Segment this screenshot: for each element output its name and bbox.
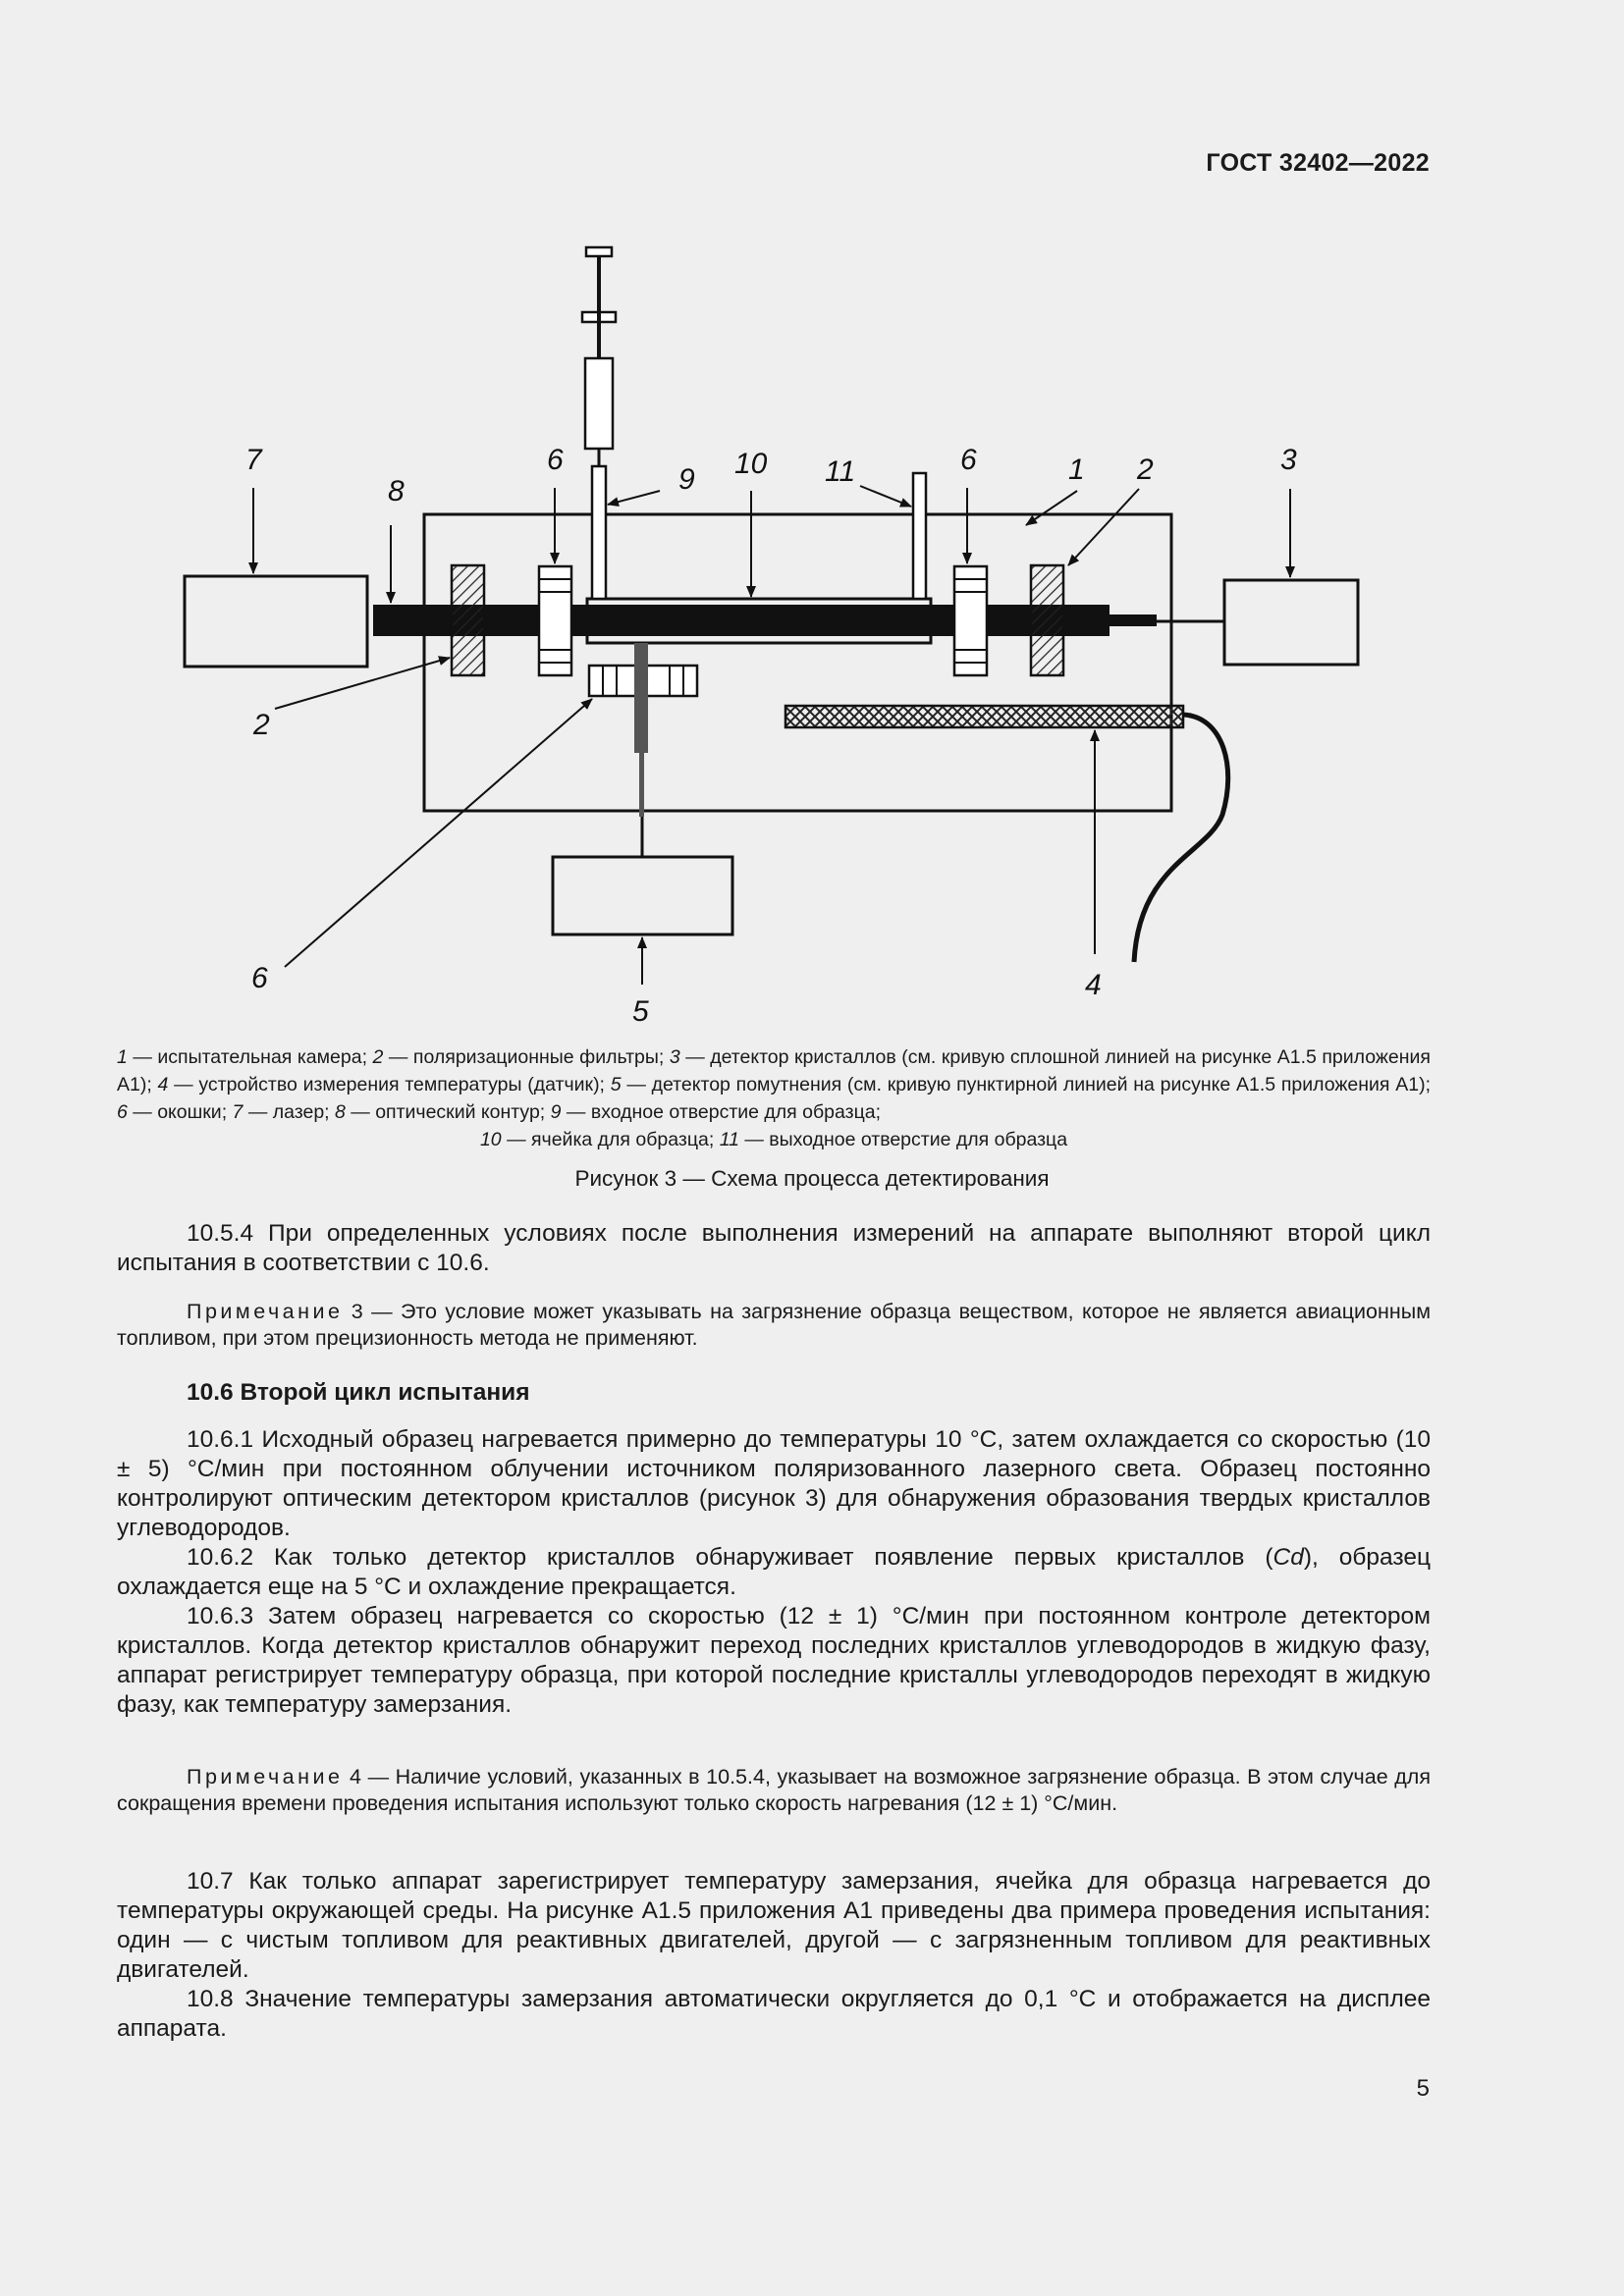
- legend-item: 11 — выходное отверстие для образца: [719, 1129, 1068, 1150]
- figure-title: Рисунок 3 — Схема процесса детектирования: [574, 1166, 1050, 1191]
- note-4: Примечание 4 — Наличие условий, указанных в 10.5.4, указывает на возможное загрязнение образца. В этом случае для сокращения времени проведения испытания используют только скорость нагревания (12 ± 1) °С/мин.: [117, 1765, 1431, 1815]
- legend-item: 8 — оптический контур;: [335, 1101, 551, 1123]
- polarization-filter-left: [452, 565, 484, 675]
- window-right: [954, 566, 987, 675]
- page-number: 5: [1416, 2075, 1430, 2102]
- sample-inlet-tube: [592, 466, 606, 599]
- label-8: 8: [388, 475, 405, 507]
- crystal-detector-box: [1224, 580, 1358, 665]
- clause-10-6-1: 10.6.1 Исходный образец нагревается примерно до температуры 10 °С, затем охлаждается со скоростью (10 ± 5) °С/мин при постоянном облучении источником поляризованного лазерного света. Образец постоянно контролируют оптическим детектором кристаллов (рисунок 3) для обнаружения образования твердых кристаллов углеводородов.: [117, 1426, 1431, 1541]
- figure-legend: [117, 1043, 1431, 1153]
- legend-item: 4 — устройство измерения температуры (датчик);: [157, 1074, 611, 1095]
- label-2b: 2: [253, 709, 270, 741]
- label-6c: 6: [251, 962, 268, 994]
- clauses-10-7-10-8: [117, 1867, 1431, 2044]
- legend-item: 6 — окошки;: [117, 1101, 233, 1123]
- label-9: 9: [678, 463, 695, 496]
- legend-item: 10 — ячейка для образца;: [479, 1129, 720, 1150]
- turbidity-detector-box: [553, 857, 732, 934]
- document-header: ГОСТ 32402—2022: [1206, 149, 1430, 177]
- leader-lines: [253, 486, 1290, 985]
- clause-10-6-3: 10.6.3 Затем образец нагревается со скоростью (12 ± 1) °С/мин при постоянном контроле детектором кристаллов. Когда детектор кристаллов обнаружит переход последних кристаллов углеводородов в жидкую фазу, аппарат регистрирует температуру образца, при которой последние кристаллы углеводородов переходят в жидкую фазу, как температуру замерзания.: [117, 1603, 1431, 1718]
- laser-box: [185, 576, 367, 667]
- label-3: 3: [1280, 444, 1297, 476]
- legend-item: 2 — поляризационные фильтры;: [372, 1046, 670, 1068]
- syringe: [585, 358, 613, 449]
- label-6b: 6: [960, 444, 977, 476]
- legend-item: 7 — лазер;: [232, 1101, 335, 1123]
- clauses-10-6: [117, 1425, 1431, 1720]
- label-5: 5: [632, 995, 649, 1028]
- clause-10-7: 10.7 Как только аппарат зарегистрирует температуру замерзания, ячейка для образца нагревается до температуры окружающей среды. На рисунке А1.5 приложения А1 приведены два примера проведения испытания: один — с чистым топливом для реактивных двигателей, другой — с загрязненным топливом для реактивных двигателей.: [117, 1868, 1431, 1983]
- label-1: 1: [1068, 454, 1085, 486]
- label-11: 11: [825, 455, 856, 488]
- label-10: 10: [734, 448, 768, 480]
- legend-item: 9 — входное отверстие для образца;: [550, 1101, 882, 1123]
- label-2a: 2: [1137, 454, 1154, 486]
- legend-last-line: [117, 1126, 1431, 1153]
- section-heading-10-6: 10.6 Второй цикл испытания: [187, 1379, 530, 1406]
- window-left: [539, 566, 571, 675]
- detection-scheme-figure: [0, 0, 1624, 1031]
- legend-item: 1 — испытательная камера;: [117, 1046, 373, 1068]
- label-7: 7: [245, 444, 262, 476]
- label-4: 4: [1085, 969, 1102, 1001]
- label-6a: 6: [547, 444, 564, 476]
- legend-item: 5 — детектор помутнения (см. кривую пунктирной линией на рисунке А1.5 приложения А1);: [610, 1074, 1431, 1095]
- clause-10-6-2: 10.6.2 Как только детектор кристаллов обнаруживает появление первых кристаллов (Cd), образец охлаждается еще на 5 °С и охлаждение прекращается.: [117, 1544, 1431, 1600]
- legend-item: 3 — детектор кристаллов (см. кривую сплошной линией на рисунке А1.5 приложения А1);: [117, 1046, 1431, 1095]
- clause-10-5-4: 10.5.4 При определенных условиях после выполнения измерений на аппарате выполняют второй цикл испытания в соответствии с 10.6.: [117, 1220, 1431, 1276]
- temperature-sensor: [785, 706, 1183, 727]
- clause-10-8: 10.8 Значение температуры замерзания автоматически округляется до 0,1 °С и отображается на дисплее аппарата.: [117, 1986, 1431, 2042]
- polarization-filter-right: [1031, 565, 1063, 675]
- sample-outlet-tube: [913, 473, 926, 599]
- sensor-cable: [1134, 715, 1228, 962]
- note-3: Примечание 3 — Это условие может указывать на загрязнение образца веществом, которое не является авиационным топливом, при этом прецизионность метода не применяют.: [117, 1300, 1431, 1350]
